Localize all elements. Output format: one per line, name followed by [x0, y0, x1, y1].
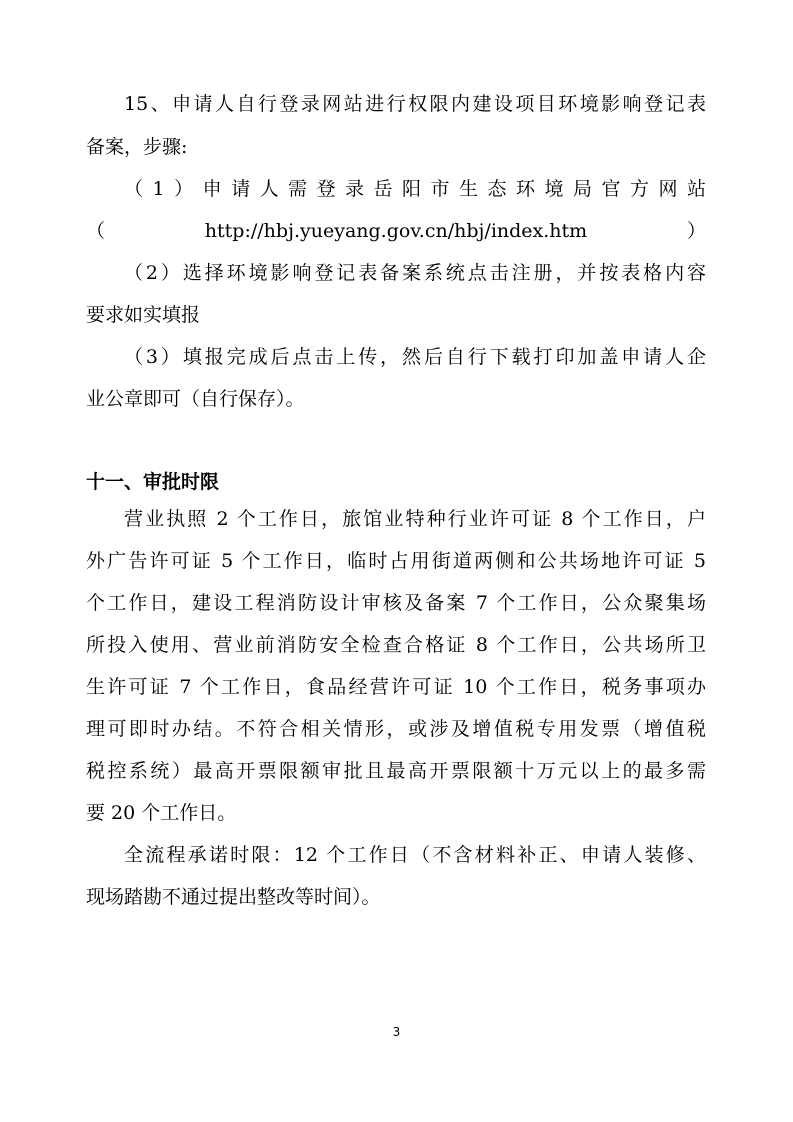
- paragraph-line: 生许可证 7 个工作日，食品经营许可证 10 个工作日，税务事项办: [86, 676, 706, 698]
- paragraph-line: （2）选择环境影响登记表备案系统点击注册，并按表格内容: [124, 262, 706, 284]
- paragraph-line: 业公章即可（自行保存）。: [86, 388, 305, 410]
- paragraph-line: 备案，步骤:: [86, 136, 188, 158]
- page-number: 3: [392, 1025, 401, 1039]
- paragraph-line: 15、申请人自行登录网站进行权限内建设项目环境影响登记表: [124, 93, 706, 115]
- paragraph-line: 外广告许可证 5 个工作日，临时占用街道两侧和公共场地许可证 5: [86, 550, 706, 572]
- paragraph-line: （1）申请人需登录岳阳市生态环境局官方网站: [124, 178, 706, 200]
- url-line: （http://hbj.yueyang.gov.cn/hbj/index.htm）: [86, 220, 706, 242]
- paragraph-line: 税控系统）最高开票限额审批且最高开票限额十万元以上的最多需: [86, 760, 706, 782]
- paragraph-line: 全流程承诺时限：12 个工作日（不含材料补正、申请人装修、: [124, 844, 706, 866]
- paragraph-line: 要求如实填报: [86, 304, 201, 326]
- paragraph-line: 营业执照 2 个工作日，旅馆业特种行业许可证 8 个工作日，户: [124, 508, 706, 530]
- paragraph-line: 要 20 个工作日。: [86, 802, 237, 824]
- paragraph-line: 现场踏勘不通过提出整改等时间）。: [86, 886, 381, 908]
- paragraph-line: 个工作日，建设工程消防设计审核及备案 7 个工作日，公众聚集场: [86, 592, 706, 614]
- paragraph-line: 理可即时办结。不符合相关情形，或涉及增值税专用发票（增值税: [86, 718, 706, 740]
- paragraph-line: （3）填报完成后点击上传，然后自行下载打印加盖申请人企: [124, 346, 706, 368]
- section-heading: 十一、审批时限: [86, 471, 220, 493]
- paragraph-line: 所投入使用、营业前消防安全检查合格证 8 个工作日，公共场所卫: [86, 634, 706, 656]
